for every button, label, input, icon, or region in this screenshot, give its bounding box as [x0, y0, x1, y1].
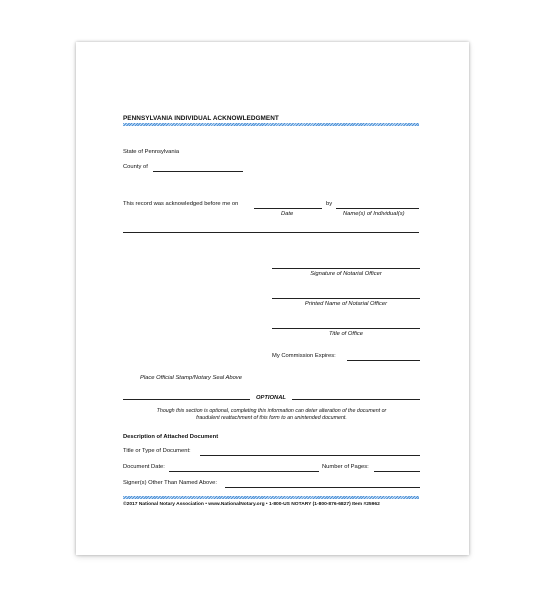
individual-names-field[interactable] [336, 208, 419, 209]
signature-field[interactable] [272, 268, 420, 269]
date-field[interactable] [254, 208, 322, 209]
by-label: by [326, 201, 333, 207]
top-rope-border [123, 123, 419, 126]
county-label: County of [123, 164, 148, 170]
description-heading: Description of Attached Document [123, 434, 219, 440]
record-text: This record was acknowledged before me on [123, 201, 239, 207]
county-field[interactable] [153, 171, 243, 172]
commission-label: My Commission Expires: [272, 353, 336, 359]
optional-divider-right [292, 399, 420, 400]
commission-expires-field[interactable] [347, 360, 420, 361]
notary-form-sheet [76, 42, 469, 555]
signers-label: Signer(s) Other Than Named Above: [123, 480, 217, 486]
title-office-field[interactable] [272, 328, 420, 329]
document-date-field[interactable] [169, 471, 319, 472]
title-type-label: Title or Type of Document: [123, 448, 191, 454]
title-office-caption: Title of Office [328, 331, 364, 337]
document-date-label: Document Date: [123, 464, 165, 470]
state-label: State of Pennsylvania [123, 149, 180, 155]
optional-heading: OPTIONAL [256, 395, 286, 401]
printed-name-field[interactable] [272, 298, 420, 299]
optional-note-line2: fraudulent reattachment of this form to an unintended document. [196, 415, 347, 421]
optional-divider-left [123, 399, 250, 400]
number-pages-field[interactable] [374, 471, 420, 472]
signers-field[interactable] [225, 487, 420, 488]
individual-names-continued-field[interactable] [123, 232, 419, 233]
names-caption: Name(s) of Individual(s) [343, 211, 405, 217]
date-caption: Date [281, 211, 294, 217]
signature-caption: Signature of Notarial Officer [310, 271, 382, 277]
footer-text: ©2017 National Notary Association • www.NationalNotary.org • 1-800-US NOTARY (1-800-876-6827) Item #25962 [123, 502, 380, 507]
bottom-rope-border [123, 496, 419, 499]
form-title: PENNSYLVANIA INDIVIDUAL ACKNOWLEDGMENT [123, 115, 279, 122]
title-type-field[interactable] [200, 455, 420, 456]
seal-caption: Place Official Stamp/Notary Seal Above [140, 375, 242, 381]
printed-name-caption: Printed Name of Notarial Officer [304, 301, 388, 307]
number-pages-label: Number of Pages: [322, 464, 369, 470]
optional-note-line1: Though this section is optional, completing this information can deter alteration of the document or [156, 408, 387, 414]
